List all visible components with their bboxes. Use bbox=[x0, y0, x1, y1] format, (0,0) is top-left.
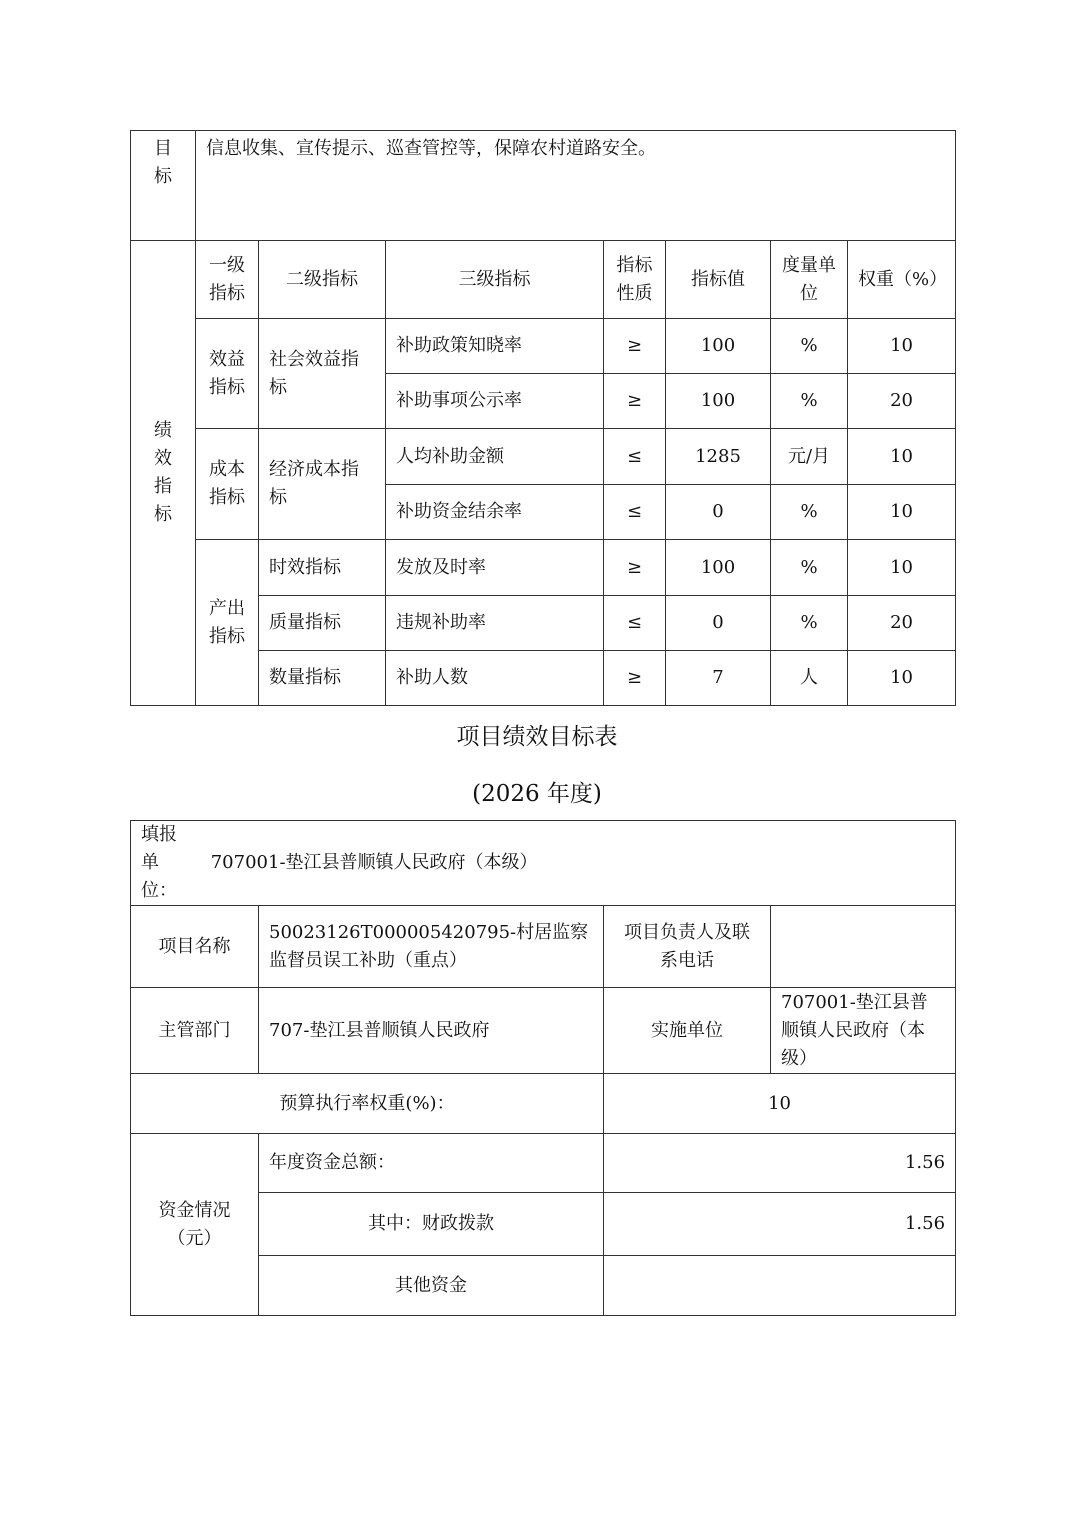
weight: 10 bbox=[848, 485, 956, 540]
header-unit: 度量单位 bbox=[771, 241, 848, 319]
unit: % bbox=[771, 485, 848, 540]
page-title: 项目绩效目标表 bbox=[456, 724, 618, 750]
value: 0 bbox=[666, 485, 771, 540]
nature: ≥ bbox=[604, 319, 666, 374]
project-name: 50023126T000005420795-村居监察监督员误工补助（重点） bbox=[259, 906, 604, 988]
dept-label: 主管部门 bbox=[131, 988, 259, 1074]
value: 100 bbox=[666, 374, 771, 429]
weight: 20 bbox=[848, 596, 956, 651]
l3: 发放及时率 bbox=[386, 540, 604, 596]
unit: % bbox=[771, 319, 848, 374]
unit: % bbox=[771, 374, 848, 429]
nature: ≥ bbox=[604, 651, 666, 706]
annual-value: 1.56 bbox=[604, 1134, 956, 1193]
l3: 人均补助金额 bbox=[386, 429, 604, 485]
l3: 补助资金结余率 bbox=[386, 485, 604, 540]
value: 100 bbox=[666, 319, 771, 374]
group-l1: 产出指标 bbox=[196, 540, 259, 706]
l2: 质量指标 bbox=[259, 596, 386, 651]
budget-weight-value: 10 bbox=[604, 1074, 956, 1134]
goal-text: 信息收集、宣传提示、巡查管控等，保障农村道路安全。 bbox=[196, 131, 956, 241]
l3: 违规补助率 bbox=[386, 596, 604, 651]
reporter-label: 填报单位： bbox=[141, 824, 177, 901]
group-l1: 成本指标 bbox=[196, 429, 259, 540]
table-row bbox=[131, 540, 956, 596]
group-l2: 社会效益指标 bbox=[259, 319, 386, 429]
value: 7 bbox=[666, 651, 771, 706]
page-subtitle: (2026 年度) bbox=[472, 781, 602, 807]
l2: 时效指标 bbox=[259, 540, 386, 596]
other-label: 其他资金 bbox=[259, 1256, 604, 1316]
unit: % bbox=[771, 596, 848, 651]
fiscal-label: 其中：财政拨款 bbox=[259, 1193, 604, 1256]
l3: 补助人数 bbox=[386, 651, 604, 706]
project-name-label: 项目名称 bbox=[131, 906, 259, 988]
value: 100 bbox=[666, 540, 771, 596]
dept-value: 707-垫江县普顺镇人民政府 bbox=[259, 988, 604, 1074]
weight: 10 bbox=[848, 540, 956, 596]
impl-label: 实施单位 bbox=[604, 988, 771, 1074]
nature: ≤ bbox=[604, 485, 666, 540]
annual-label: 年度资金总额： bbox=[259, 1134, 604, 1193]
project-info-table bbox=[130, 820, 956, 1316]
perf-label: 绩效指标 bbox=[131, 241, 196, 706]
table-row bbox=[131, 319, 956, 374]
l3: 补助政策知晓率 bbox=[386, 319, 604, 374]
contact-label: 项目负责人及联系电话 bbox=[604, 906, 771, 988]
unit: 人 bbox=[771, 651, 848, 706]
impl-value: 707001-垫江县普顺镇人民政府（本级） bbox=[771, 988, 956, 1074]
l3: 补助事项公示率 bbox=[386, 374, 604, 429]
l2: 数量指标 bbox=[259, 651, 386, 706]
header-value: 指标值 bbox=[666, 241, 771, 319]
budget-weight-label: 预算执行率权重(%)： bbox=[131, 1074, 604, 1134]
unit: % bbox=[771, 540, 848, 596]
fiscal-value: 1.56 bbox=[604, 1193, 956, 1256]
contact-value bbox=[771, 906, 956, 988]
performance-indicator-table bbox=[130, 130, 956, 706]
nature: ≥ bbox=[604, 540, 666, 596]
weight: 20 bbox=[848, 374, 956, 429]
nature: ≤ bbox=[604, 429, 666, 485]
header-weight: 权重（%） bbox=[848, 241, 956, 319]
value: 0 bbox=[666, 596, 771, 651]
header-nature: 指标性质 bbox=[604, 241, 666, 319]
header-l2: 二级指标 bbox=[259, 241, 386, 319]
group-l2: 经济成本指标 bbox=[259, 429, 386, 540]
unit: 元/月 bbox=[771, 429, 848, 485]
table-row bbox=[131, 429, 956, 485]
reporter-value: 707001-垫江县普顺镇人民政府（本级） bbox=[210, 852, 538, 873]
group-l1: 效益指标 bbox=[196, 319, 259, 429]
nature: ≥ bbox=[604, 374, 666, 429]
weight: 10 bbox=[848, 651, 956, 706]
nature: ≤ bbox=[604, 596, 666, 651]
funds-label: 资金情况（元） bbox=[131, 1134, 259, 1316]
header-l1: 一级指标 bbox=[196, 241, 259, 319]
goal-label: 目标 bbox=[131, 131, 196, 241]
weight: 10 bbox=[848, 319, 956, 374]
weight: 10 bbox=[848, 429, 956, 485]
other-value bbox=[604, 1256, 956, 1316]
header-l3: 三级指标 bbox=[386, 241, 604, 319]
value: 1285 bbox=[666, 429, 771, 485]
